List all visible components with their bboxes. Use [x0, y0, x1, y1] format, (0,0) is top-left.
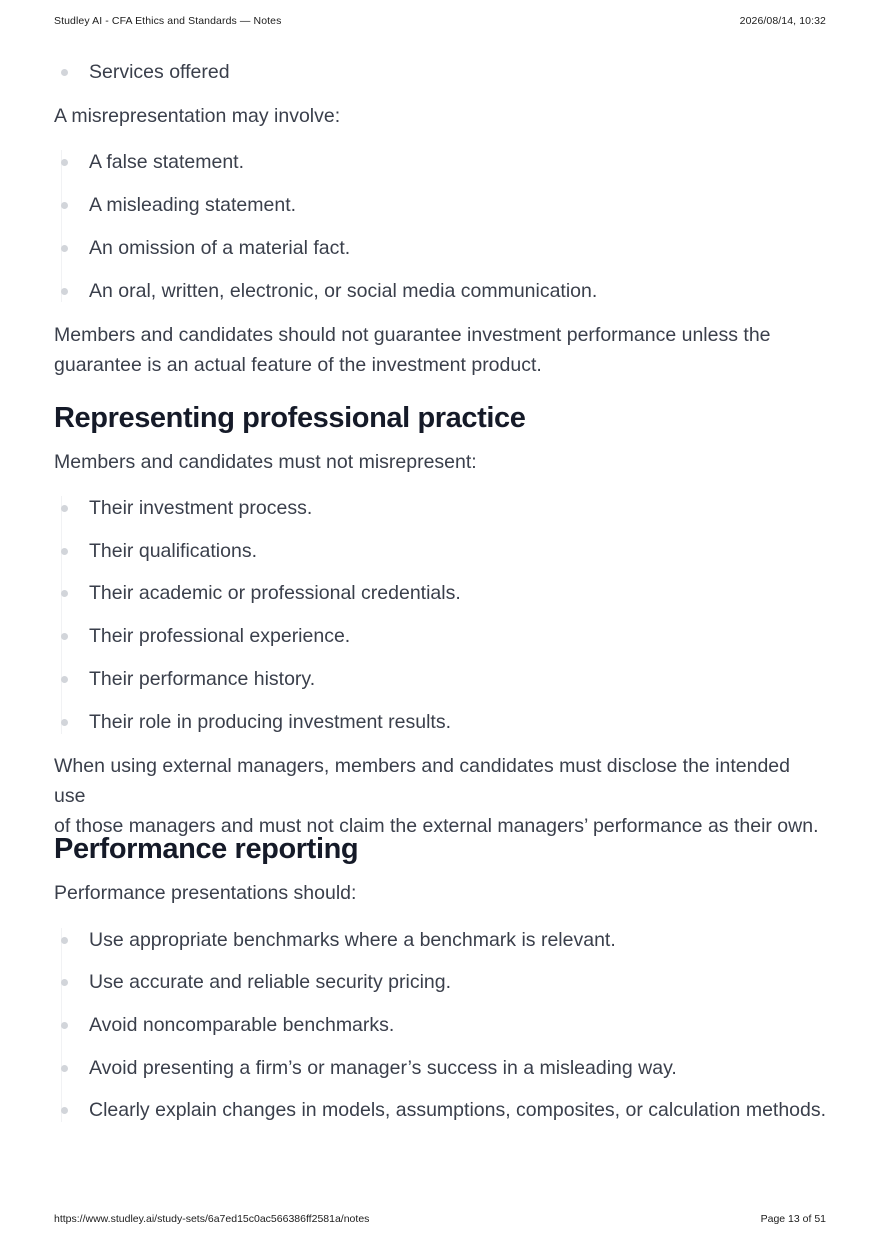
list-item: Use accurate and reliable security pricing.	[54, 970, 826, 994]
bullet-icon	[61, 1065, 68, 1072]
list-item: Their investment process.	[54, 496, 826, 520]
section-heading: Performance reporting	[54, 833, 359, 865]
list-item: Their academic or professional credentials.	[54, 581, 826, 605]
bullet-icon	[61, 202, 68, 209]
list-guide-line	[61, 496, 62, 734]
list-item: Avoid noncomparable benchmarks.	[54, 1013, 826, 1037]
list-item: An omission of a material fact.	[54, 236, 826, 260]
list-item: Their performance history.	[54, 667, 826, 691]
bullet-icon	[61, 719, 68, 726]
list-item: Services offered	[54, 60, 826, 84]
paragraph: Performance presentations should:	[54, 882, 357, 904]
paragraph: When using external managers, members and candidates must disclose the intended use of those managers and must not claim the external managers’ performance as their own.	[54, 755, 819, 837]
bullet-icon	[61, 548, 68, 555]
page-number: Page 13 of 51	[760, 1213, 826, 1225]
list-item: An oral, written, electronic, or social media communication.	[54, 279, 826, 303]
header-datetime: 2026/08/14, 10:32	[739, 15, 826, 27]
header-title: Studley AI - CFA Ethics and Standards — Notes	[54, 15, 282, 27]
list-item: Use appropriate benchmarks where a benchmark is relevant.	[54, 928, 826, 952]
print-footer	[54, 1213, 826, 1225]
list-item: Their professional experience.	[54, 624, 826, 648]
footer-url[interactable]: https://www.studley.ai/study-sets/6a7ed15c0ac566386ff2581a/notes	[54, 1213, 370, 1225]
bullet-icon	[61, 288, 68, 295]
list-item: A false statement.	[54, 150, 826, 174]
bullet-icon	[61, 1022, 68, 1029]
bullet-icon	[61, 159, 68, 166]
list-item: Avoid presenting a firm’s or manager’s success in a misleading way.	[54, 1056, 826, 1080]
bullet-icon	[61, 633, 68, 640]
bullet-icon	[61, 979, 68, 986]
paragraph: Members and candidates should not guarantee investment performance unless the guarantee is an actual feature of the investment product.	[54, 324, 771, 376]
list-item: Their qualifications.	[54, 539, 826, 563]
list-item: Clearly explain changes in models, assumptions, composites, or calculation methods.	[54, 1098, 826, 1122]
bullet-icon	[61, 69, 68, 76]
bullet-icon	[61, 590, 68, 597]
paragraph: Members and candidates must not misrepresent:	[54, 451, 477, 473]
bullet-icon	[61, 245, 68, 252]
section-heading: Representing professional practice	[54, 402, 526, 434]
print-header	[54, 15, 826, 27]
bullet-icon	[61, 937, 68, 944]
paragraph: A misrepresentation may involve:	[54, 105, 341, 127]
bullet-icon	[61, 1107, 68, 1114]
list-item: Their role in producing investment results.	[54, 710, 826, 734]
bullet-icon	[61, 505, 68, 512]
list-item: A misleading statement.	[54, 193, 826, 217]
bullet-icon	[61, 676, 68, 683]
